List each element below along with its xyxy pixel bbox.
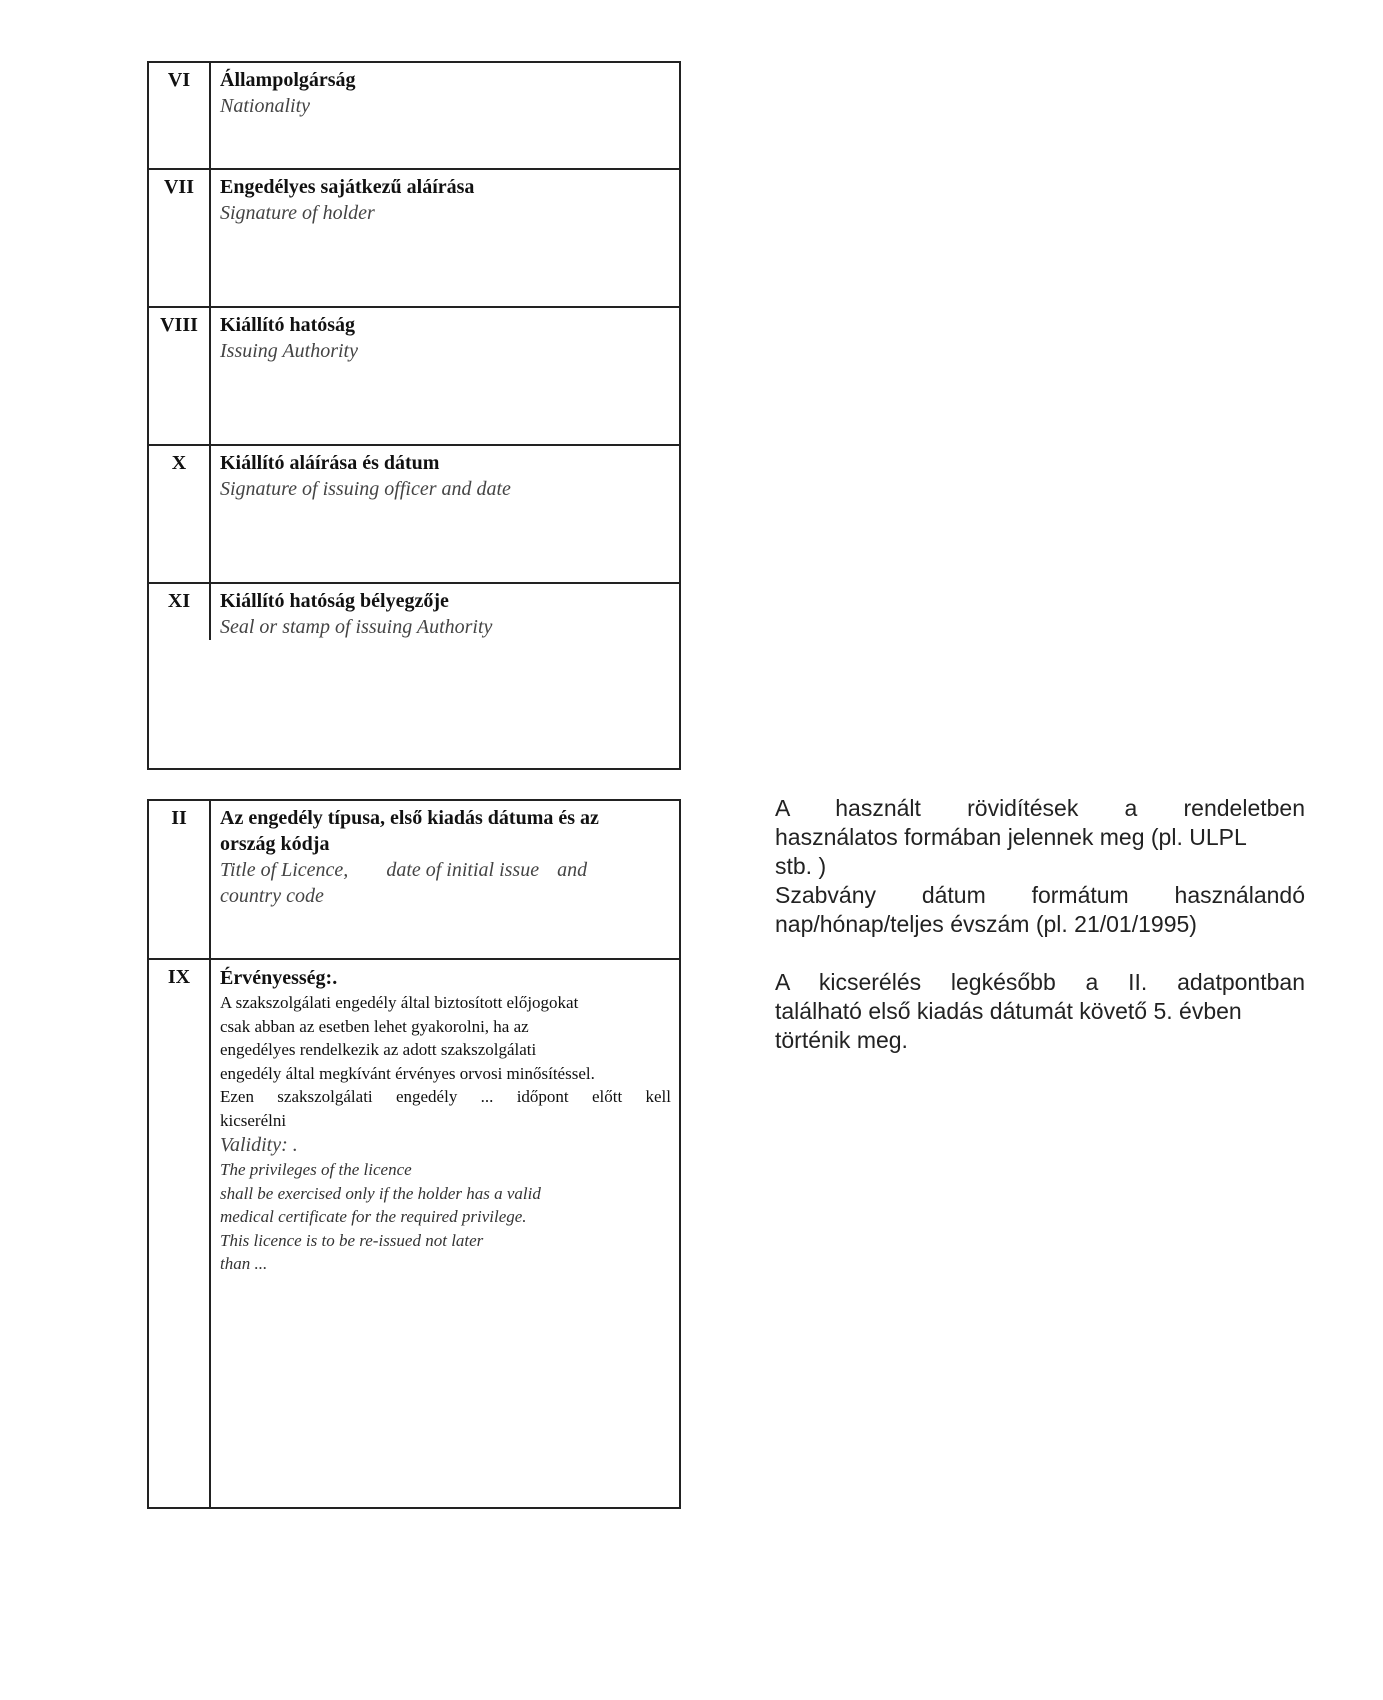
row-content (211, 63, 679, 168)
validity-en-line: The privileges of the licence (220, 1160, 412, 1179)
field-title-hu-line2: ország kódja (220, 833, 330, 855)
top-form-table (147, 61, 681, 770)
bottom-form-table (147, 799, 681, 1509)
validity-text-en (220, 1158, 671, 1276)
row-content (211, 584, 679, 640)
note-line: A kicserélés legkésőbb a II. adatpontban (775, 969, 1305, 995)
row-content (211, 801, 679, 958)
note-date-format (775, 881, 1305, 939)
row-number: II (149, 801, 211, 958)
row-number: IX (149, 960, 211, 1507)
row-number: VIII (149, 308, 211, 444)
validity-hu-line: engedély által megkívánt érvényes orvosi minősítéssel. (220, 1063, 595, 1083)
note-line: stb. ) (775, 853, 827, 879)
row-content (211, 170, 679, 306)
validity-hu-line: A szakszolgálati engedély által biztosított előjogokat (220, 993, 579, 1012)
validity-title-en: Validity: . (220, 1134, 298, 1156)
field-title-en: Signature of holder (220, 202, 375, 224)
field-title-hu: Kiállító hatóság (220, 314, 356, 336)
row-number: X (149, 446, 211, 582)
validity-en-line: than ... (220, 1254, 268, 1273)
row-number: XI (149, 584, 211, 640)
note-line: történik meg. (775, 1027, 908, 1053)
note-abbreviations (775, 794, 1305, 881)
field-title-en: Nationality (220, 95, 310, 117)
note-line: A használt rövidítések a rendeletben (775, 795, 1305, 821)
row-xi (149, 584, 679, 640)
explanatory-notes (775, 794, 1305, 1055)
validity-en-line: medical certificate for the required privilege. (220, 1207, 527, 1226)
field-title-hu: Állampolgárság (220, 69, 356, 91)
note-line: Szabvány dátum formátum használandó (775, 882, 1305, 908)
validity-title-hu: Érvényesség:. (220, 967, 338, 989)
row-number: VI (149, 63, 211, 168)
validity-en-line: shall be exercised only if the holder has a valid (220, 1183, 541, 1203)
field-title-en-line2: country code (220, 885, 324, 907)
row-ix (149, 960, 679, 1507)
validity-text-hu (220, 991, 671, 1132)
row-vii (149, 170, 679, 308)
field-title-hu: Kiállító hatóság bélyegzője (220, 590, 449, 612)
and-word: and (557, 859, 588, 881)
row-viii (149, 308, 679, 446)
field-title-hu-line1: Az engedély típusa, első kiadás dátuma és az (220, 807, 599, 829)
validity-hu-line: engedélyes rendelkezik az adott szakszolgálati (220, 1040, 537, 1059)
validity-hu-line: Ezen szakszolgálati engedély ... időpont előtt kell (220, 1087, 671, 1106)
row-content (211, 960, 679, 1507)
row-number: VII (149, 170, 211, 306)
row-content (211, 446, 679, 582)
row-content (211, 308, 679, 444)
note-line: nap/hónap/teljes évszám (pl. 21/01/1995) (775, 911, 1197, 937)
validity-hu-line: kicserélni (220, 1110, 287, 1130)
field-title-hu: Engedélyes sajátkezű aláírása (220, 176, 475, 198)
validity-hu-line: csak abban az esetben lehet gyakorolni, ha az (220, 1016, 529, 1036)
row-vi (149, 63, 679, 170)
field-title-en: Signature of issuing officer and date (220, 478, 511, 500)
note-line: használatos formában jelennek meg (pl. ULPL (775, 824, 1247, 850)
field-title-hu: Kiállító aláírása és dátum (220, 452, 440, 474)
row-ii (149, 801, 679, 960)
field-title-en-line1 (220, 857, 671, 883)
date-of-initial-issue: date of initial issue (386, 859, 540, 881)
validity-en-line: This licence is to be re-issued not later (220, 1230, 484, 1250)
field-title-en: Issuing Authority (220, 340, 358, 362)
note-replacement (775, 968, 1305, 1055)
title-of-licence: Title of Licence, (220, 859, 349, 881)
row-x (149, 446, 679, 584)
field-title-en: Seal or stamp of issuing Authority (220, 616, 493, 638)
note-line: található első kiadás dátumát követő 5. évben (775, 998, 1242, 1024)
